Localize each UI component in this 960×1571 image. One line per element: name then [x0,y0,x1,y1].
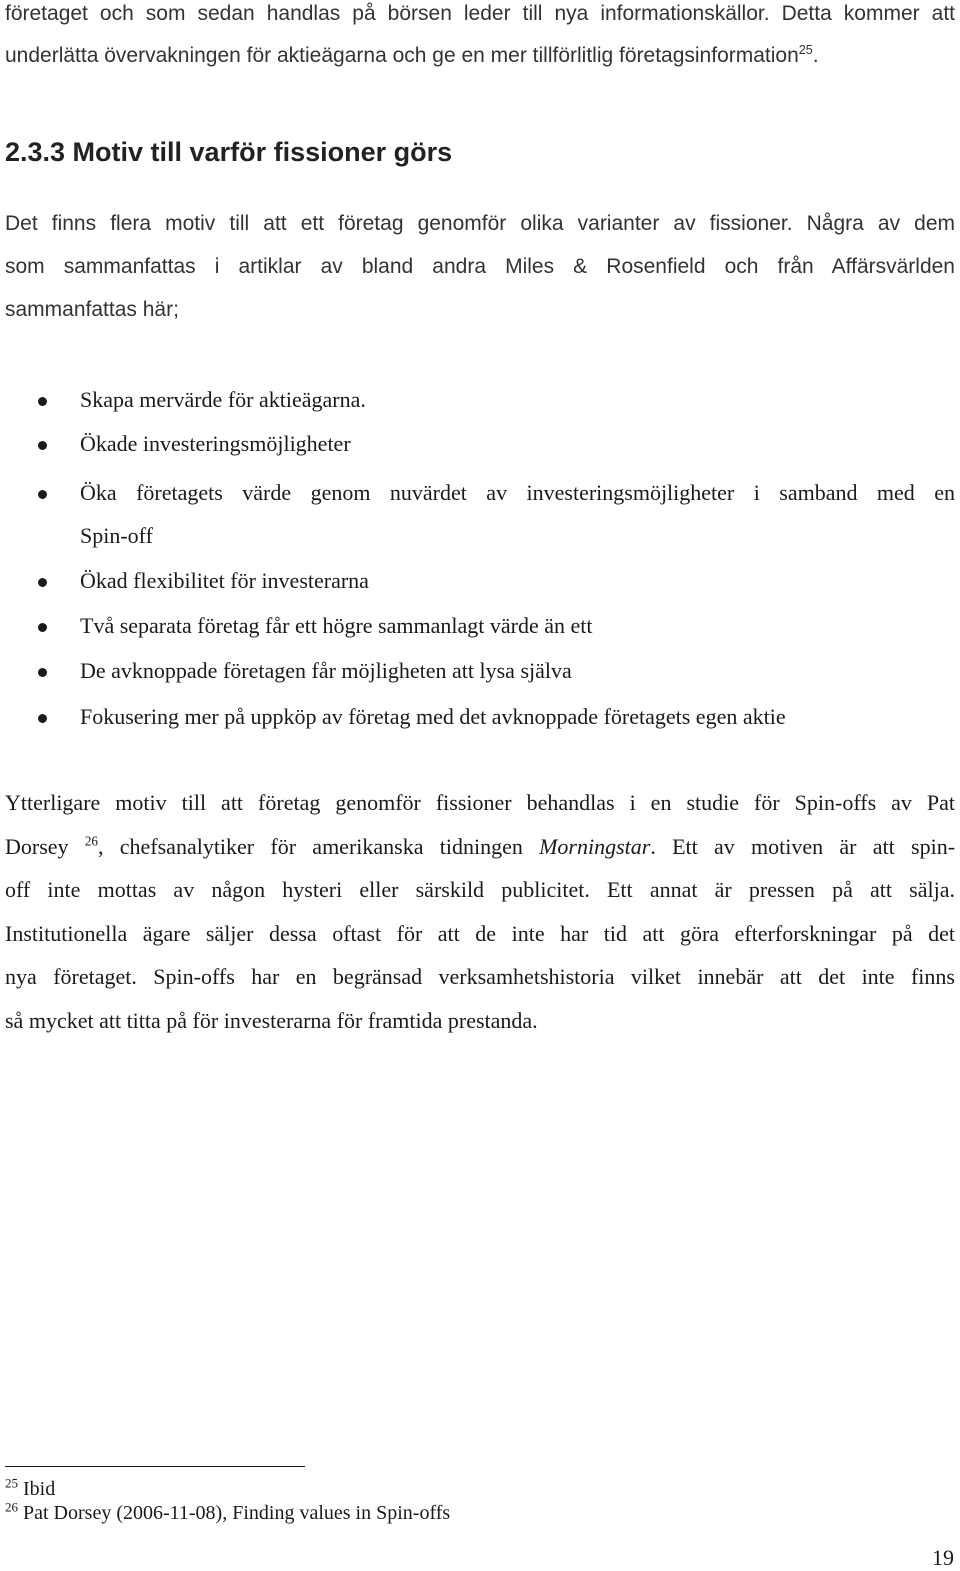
para2-line-2-b: , chefsanalytiker för amerikanska tidningen [98,834,523,859]
footnote-26 [5,1499,451,1525]
intro-line-2-text: underlätta övervakningen för aktieägarna och ge en mer tillförlitlig företagsinformation [5,44,799,67]
bullet-item: Ökad flexibilitet för investerarna [80,568,369,593]
bullet-dot [38,578,47,587]
bullet-dot [38,714,47,723]
para2-line-5: nya företaget. Spin-offs har en begränsad verksamhetshistoria vilket innebär att det inte finns [5,964,955,989]
bullet-dot [38,490,47,499]
bullet-item-continuation: Spin-off [80,523,153,548]
bullet-item: Ökade investeringsmöjligheter [80,431,351,456]
intro-line-2 [5,44,955,68]
footnote-separator [5,1466,305,1467]
para2-line-1: Ytterligare motiv till att företag genomför fissioner behandlas i en studie för Spin-offs av Pat [5,790,955,815]
footnote-number: 25 [5,1475,18,1491]
bullet-dot [38,668,47,677]
para2-line-2 [5,834,955,860]
para2-line-6: så mycket att titta på för investerarna för framtida prestanda. [5,1008,538,1033]
footnote-text: Pat Dorsey (2006-11-08), Finding values in Spin-offs [23,1502,451,1524]
bullet-item: Fokusering mer på uppköp av företag med det avknoppade företagets egen aktie [80,704,786,729]
page-number: 19 [932,1545,954,1570]
bullet-dot [38,441,47,450]
bullet-dot [38,397,47,406]
publication-name: Morningstar [539,834,651,859]
footnote-ref-25[interactable]: 25 [798,43,813,57]
section-para-line-3: sammanfattas här; [5,298,179,321]
section-para-line-2: som sammanfattas i artiklar av bland andra Miles & Rosenfield och från Affärsvärlden [5,255,955,278]
footnote-25 [5,1475,56,1501]
footnote-ref-26[interactable]: 26 [84,833,98,849]
para2-line-2-c: . Ett av motiven är att spin- [650,834,956,859]
bullet-dot [38,623,47,632]
bullet-item: Två separata företag får ett högre sammanlagt värde än ett [80,613,593,638]
bullet-item: De avknoppade företagen får möjligheten att lysa själva [80,658,572,683]
intro-line-2-end: . [812,44,819,67]
para2-line-4: Institutionella ägare säljer dessa oftast för att de inte har tid att göra efterforskningar på det [5,921,955,946]
footnote-number: 26 [5,1499,18,1515]
para2-line-3: off inte mottas av någon hysteri eller särskild publicitet. Ett annat är pressen på att sälja. [5,877,955,902]
para2-line-2-a: Dorsey [5,834,69,859]
section-heading: 2.3.3 Motiv till varför fissioner görs [5,137,453,167]
footnote-text: Ibid [23,1478,56,1500]
intro-line-1: företaget och som sedan handlas på börsen leder till nya informationskällor. Detta kommer att [5,2,955,25]
bullet-item: Skapa mervärde för aktieägarna. [80,387,366,412]
bullet-item: Öka företagets värde genom nuvärdet av investeringsmöjligheter i samband med en [80,480,955,505]
section-para-line-1: Det finns flera motiv till att ett företag genomför olika varianter av fissioner. Några av dem [5,212,955,235]
